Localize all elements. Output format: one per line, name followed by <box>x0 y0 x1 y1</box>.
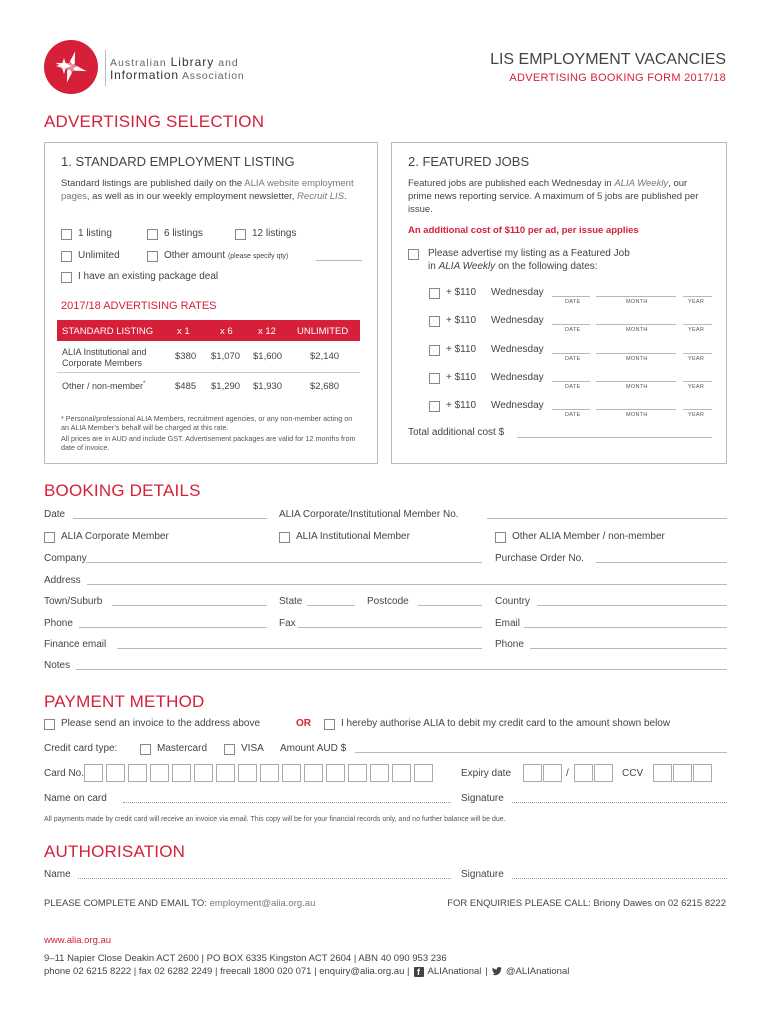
label-inst-member: ALIA Institutional Member <box>296 531 410 542</box>
logo-divider <box>105 50 106 86</box>
twitter-handle[interactable]: @ALIAnational <box>505 966 570 977</box>
total-additional-cost-field[interactable] <box>517 437 712 438</box>
featured-year-field[interactable] <box>683 353 712 354</box>
rates-row2-sup: * <box>143 381 146 387</box>
featured-advertise-b <box>428 260 630 273</box>
or-label: OR <box>296 718 311 729</box>
postcode-label: Postcode <box>367 596 409 607</box>
address-field[interactable] <box>87 584 727 585</box>
year-caption: YEAR <box>688 356 705 362</box>
auth-name-field[interactable] <box>78 878 451 879</box>
other-amount-text: Other amount <box>164 250 226 261</box>
rates-row-divider <box>57 372 360 373</box>
checkbox-existing-package[interactable] <box>61 272 72 283</box>
featured-year-field[interactable] <box>683 324 712 325</box>
org-line1-a: Australian <box>110 57 167 69</box>
featured-heading: 2. FEATURED JOBS <box>408 154 530 169</box>
advertise-b3: on the following dates: <box>498 261 598 272</box>
booking-details-heading: BOOKING DETAILS <box>44 481 201 500</box>
card-no-label: Card No. <box>44 768 85 779</box>
date-label: Date <box>44 509 66 520</box>
card-digit-box[interactable] <box>106 764 125 782</box>
date-caption: DATE <box>565 327 581 333</box>
state-field[interactable] <box>307 605 355 606</box>
po-label: Purchase Order No. <box>495 553 584 564</box>
alia-website-link[interactable]: ALIA website employment pages <box>61 178 354 202</box>
name-on-card-label: Name on card <box>44 793 107 804</box>
complete-and-email <box>44 898 315 909</box>
label-6-listings: 6 listings <box>164 228 203 239</box>
featured-month-field[interactable] <box>596 324 676 325</box>
payment-note: All payments made by credit card will receive an invoice via email. This copy will be for your financial records only, and no further balance will be due. <box>44 816 506 823</box>
rates-row1-x6: $1,070 <box>211 351 241 362</box>
expiry-digit[interactable] <box>543 764 562 782</box>
checkbox-featured-date[interactable] <box>429 345 440 356</box>
page-title: LIS EMPLOYMENT VACANCIES <box>490 51 726 68</box>
expiry-digit[interactable] <box>574 764 593 782</box>
standard-heading: 1. STANDARD EMPLOYMENT LISTING <box>61 154 295 169</box>
featured-price: + $110 <box>446 344 477 355</box>
checkbox-invoice[interactable] <box>44 719 55 730</box>
featured-date-field[interactable] <box>552 381 590 382</box>
enquiries-text: FOR ENQUIRIES PLEASE CALL: Briony Dawes on 02 6215 8222 <box>447 898 726 909</box>
featured-description <box>408 177 712 216</box>
label-other-amount <box>164 250 288 261</box>
rates-col-standard: STANDARD LISTING <box>62 326 154 337</box>
card-digit-box[interactable] <box>172 764 191 782</box>
featured-advertise-label <box>428 247 630 273</box>
label-visa: VISA <box>241 743 264 754</box>
rates-footnote-2: All prices are in AUD and include GST. Advertisement packages are valid for 12 months from date of invoice. <box>61 434 356 452</box>
label-other-member: Other ALIA Member / non-member <box>512 531 665 542</box>
rates-row2-unlimited: $2,680 <box>310 381 340 392</box>
label-1-listing: 1 listing <box>78 228 112 239</box>
finance-email-label: Finance email <box>44 639 107 650</box>
ccv-digit[interactable] <box>653 764 672 782</box>
rates-heading: 2017/18 ADVERTISING RATES <box>61 300 217 312</box>
featured-day: Wednesday <box>491 315 544 326</box>
rates-col-x12: x 12 <box>258 326 276 337</box>
rates-row-members <box>62 347 147 369</box>
state-label: State <box>279 596 303 607</box>
rates-row1-x12: $1,600 <box>253 351 283 362</box>
featured-desc-b: , our prime news reporting service. A maximum of 5 jobs are published per issue. <box>408 178 699 215</box>
rates-col-x6: x 6 <box>220 326 233 337</box>
alia-weekly-link[interactable]: ALIA Weekly <box>614 178 669 189</box>
member-no-field[interactable] <box>487 518 727 519</box>
org-line1-b: Library <box>170 55 215 69</box>
email-field[interactable] <box>524 627 727 628</box>
checkbox-inst-member[interactable] <box>279 532 290 543</box>
date-caption: DATE <box>565 299 581 305</box>
website-link[interactable]: www.alia.org.au <box>44 935 112 946</box>
checkbox-authorise[interactable] <box>324 719 335 730</box>
card-digit-box[interactable] <box>370 764 389 782</box>
footer-address: 9–11 Napier Close Deakin ACT 2600 | PO BOX 6335 Kingston ACT 2604 | ABN 40 090 953 236 <box>44 953 447 964</box>
label-existing-package: I have an existing package deal <box>78 271 219 282</box>
expiry-label: Expiry date <box>461 768 512 779</box>
employment-email-link[interactable]: employment@alia.org.au <box>209 898 316 909</box>
ccv-digit[interactable] <box>673 764 692 782</box>
featured-month-field[interactable] <box>596 409 676 410</box>
checkbox-featured-job[interactable] <box>408 249 419 260</box>
month-caption: MONTH <box>626 384 648 390</box>
checkbox-corp-member[interactable] <box>44 532 55 543</box>
label-mastercard: Mastercard <box>157 743 208 754</box>
year-caption: YEAR <box>688 412 705 418</box>
rates-row1-label-a: ALIA Institutional and <box>62 347 147 357</box>
featured-cost-note: An additional cost of $110 per ad, per issue applies <box>408 225 639 236</box>
total-additional-cost-label: Total additional cost $ <box>408 427 505 438</box>
rates-row2-x6: $1,290 <box>211 381 241 392</box>
card-digit-box[interactable] <box>216 764 235 782</box>
expiry-slash: / <box>566 768 569 779</box>
featured-price: + $110 <box>446 287 477 298</box>
fax-field[interactable] <box>298 627 482 628</box>
card-digit-box[interactable] <box>84 764 103 782</box>
fax-label: Fax <box>279 618 296 629</box>
label-corp-member: ALIA Corporate Member <box>61 531 169 542</box>
alia-logo <box>44 40 98 94</box>
date-caption: DATE <box>565 384 581 390</box>
featured-price: + $110 <box>446 372 477 383</box>
card-digit-box[interactable] <box>414 764 433 782</box>
rates-row1-unlimited: $2,140 <box>310 351 340 362</box>
card-digit-box[interactable] <box>238 764 257 782</box>
advertising-selection-heading: ADVERTISING SELECTION <box>44 112 265 131</box>
rates-col-x1: x 1 <box>177 326 190 337</box>
org-line2-b: Association <box>181 70 245 82</box>
org-name <box>110 55 239 69</box>
member-no-label: ALIA Corporate/Institutional Member No. <box>279 509 459 520</box>
rates-row2-x12: $1,930 <box>253 381 283 392</box>
twitter-icon <box>492 967 502 976</box>
ccv-label: CCV <box>622 768 644 779</box>
standard-desc-a: Standard listings are published daily on the <box>61 178 243 189</box>
facebook-icon: f <box>414 967 424 977</box>
expiry-digit[interactable] <box>594 764 613 782</box>
rates-table-header <box>57 320 360 341</box>
featured-month-field[interactable] <box>596 296 676 297</box>
notes-field[interactable] <box>76 669 727 670</box>
ccv-digit[interactable] <box>693 764 712 782</box>
rates-footnote-1: * Personal/professional ALIA Members, recruitment agencies, or any non-member acting on an ALIA Member’s behalf will be charged at this rate. <box>61 414 353 432</box>
date-caption: DATE <box>565 356 581 362</box>
date-caption: DATE <box>565 412 581 418</box>
label-unlimited: Unlimited <box>78 250 120 261</box>
company-label: Company <box>44 553 87 564</box>
org-line1-c: and <box>218 57 239 69</box>
footer-sep: | <box>485 966 488 977</box>
rates-row2-label-text: Other / non-member <box>62 381 144 391</box>
authorisation-heading: AUTHORISATION <box>44 842 186 861</box>
amount-label: Amount AUD $ <box>280 743 347 754</box>
rates-row1-x1: $380 <box>175 351 197 362</box>
advertise-b2: ALIA Weekly <box>438 261 496 272</box>
card-digit-box[interactable] <box>392 764 411 782</box>
featured-date-field[interactable] <box>552 324 590 325</box>
month-caption: MONTH <box>626 412 648 418</box>
card-digit-box[interactable] <box>326 764 345 782</box>
email-label: Email <box>495 618 521 629</box>
checkbox-unlimited[interactable] <box>61 251 72 262</box>
auth-signature-label: Signature <box>461 869 504 880</box>
town-field[interactable] <box>112 605 267 606</box>
featured-date-field[interactable] <box>552 409 590 410</box>
phone-field[interactable] <box>79 627 267 628</box>
date-field[interactable] <box>73 518 267 519</box>
featured-month-field[interactable] <box>596 353 676 354</box>
card-digit-box[interactable] <box>282 764 301 782</box>
standard-description <box>61 177 361 203</box>
featured-day: Wednesday <box>491 287 544 298</box>
advertise-b1: in <box>428 261 436 272</box>
featured-day: Wednesday <box>491 372 544 383</box>
featured-advertise-a: Please advertise my listing as a Featured Job <box>428 248 630 259</box>
phone2-field[interactable] <box>530 648 727 649</box>
card-type-label: Credit card type: <box>44 743 118 754</box>
featured-month-field[interactable] <box>596 381 676 382</box>
featured-day: Wednesday <box>491 400 544 411</box>
month-caption: MONTH <box>626 327 648 333</box>
featured-day: Wednesday <box>491 344 544 355</box>
card-digit-box[interactable] <box>260 764 279 782</box>
po-field[interactable] <box>596 562 727 563</box>
expiry-digit[interactable] <box>523 764 542 782</box>
featured-price: + $110 <box>446 400 477 411</box>
auth-signature-field[interactable] <box>512 878 727 879</box>
footer-contacts-text: phone 02 6215 8222 | fax 02 6282 2249 | freecall 1800 020 071 | enquiry@alia.org.au | <box>44 966 410 977</box>
checkbox-featured-date[interactable] <box>429 288 440 299</box>
featured-year-field[interactable] <box>683 409 712 410</box>
footer-contacts <box>44 966 569 977</box>
rates-row2-label <box>62 381 145 391</box>
featured-year-field[interactable] <box>683 296 712 297</box>
featured-price: + $110 <box>446 315 477 326</box>
card-digit-box[interactable] <box>128 764 147 782</box>
notes-label: Notes <box>44 660 71 671</box>
label-12-listings: 12 listings <box>252 228 297 239</box>
checkbox-featured-date[interactable] <box>429 373 440 384</box>
year-caption: YEAR <box>688 299 705 305</box>
standard-desc-c: . <box>344 191 347 202</box>
payment-method-heading: PAYMENT METHOD <box>44 692 205 711</box>
checkbox-other-amount[interactable] <box>147 251 158 262</box>
checkbox-visa[interactable] <box>224 744 235 755</box>
company-field[interactable] <box>86 562 482 563</box>
postcode-field[interactable] <box>418 605 482 606</box>
other-amount-note: (please specify qty) <box>227 253 289 260</box>
featured-date-field[interactable] <box>552 296 590 297</box>
page-subtitle: ADVERTISING BOOKING FORM 2017/18 <box>509 72 726 84</box>
month-caption: MONTH <box>626 356 648 362</box>
star-logo-icon <box>44 40 98 94</box>
year-caption: YEAR <box>688 327 705 333</box>
other-amount-qty-field[interactable] <box>316 260 362 261</box>
name-on-card-field[interactable] <box>123 802 451 803</box>
payment-signature-label: Signature <box>461 793 504 804</box>
card-digit-box[interactable] <box>194 764 213 782</box>
country-field[interactable] <box>537 605 727 606</box>
featured-desc-a: Featured jobs are published each Wednesday in <box>408 178 612 189</box>
payment-signature-field[interactable] <box>512 802 727 803</box>
rates-row2-x1: $485 <box>175 381 197 392</box>
checkbox-mastercard[interactable] <box>140 744 151 755</box>
featured-date-field[interactable] <box>552 353 590 354</box>
phone-label: Phone <box>44 618 73 629</box>
checkbox-6-listings[interactable] <box>147 229 158 240</box>
rates-row1-label-b: Corporate Members <box>62 358 143 368</box>
complete-text: PLEASE COMPLETE AND EMAIL TO: <box>44 898 207 909</box>
amount-field[interactable] <box>355 752 727 753</box>
card-digit-box[interactable] <box>150 764 169 782</box>
auth-name-label: Name <box>44 869 71 880</box>
country-label: Country <box>495 596 531 607</box>
finance-email-field[interactable] <box>117 648 482 649</box>
phone2-label: Phone <box>495 639 524 650</box>
rates-col-unlimited: UNLIMITED <box>297 326 349 337</box>
card-digit-box[interactable] <box>304 764 323 782</box>
featured-year-field[interactable] <box>683 381 712 382</box>
standard-desc-b: , as well as in our weekly employment newsletter, <box>86 191 295 202</box>
town-label: Town/Suburb <box>44 596 103 607</box>
facebook-handle[interactable]: ALIAnational <box>427 966 482 977</box>
org-name-2 <box>110 68 244 82</box>
label-authorise: I hereby authorise ALIA to debit my credit card to the amount shown below <box>341 718 671 729</box>
org-line2-a: Information <box>110 68 179 82</box>
checkbox-featured-date[interactable] <box>429 316 440 327</box>
label-invoice: Please send an invoice to the address above <box>61 718 261 729</box>
checkbox-12-listings[interactable] <box>235 229 246 240</box>
recruit-lis-link[interactable]: Recruit LIS <box>297 191 345 202</box>
month-caption: MONTH <box>626 299 648 305</box>
checkbox-other-member[interactable] <box>495 532 506 543</box>
card-digit-box[interactable] <box>348 764 367 782</box>
checkbox-1-listing[interactable] <box>61 229 72 240</box>
year-caption: YEAR <box>688 384 705 390</box>
address-label: Address <box>44 575 81 586</box>
checkbox-featured-date[interactable] <box>429 401 440 412</box>
